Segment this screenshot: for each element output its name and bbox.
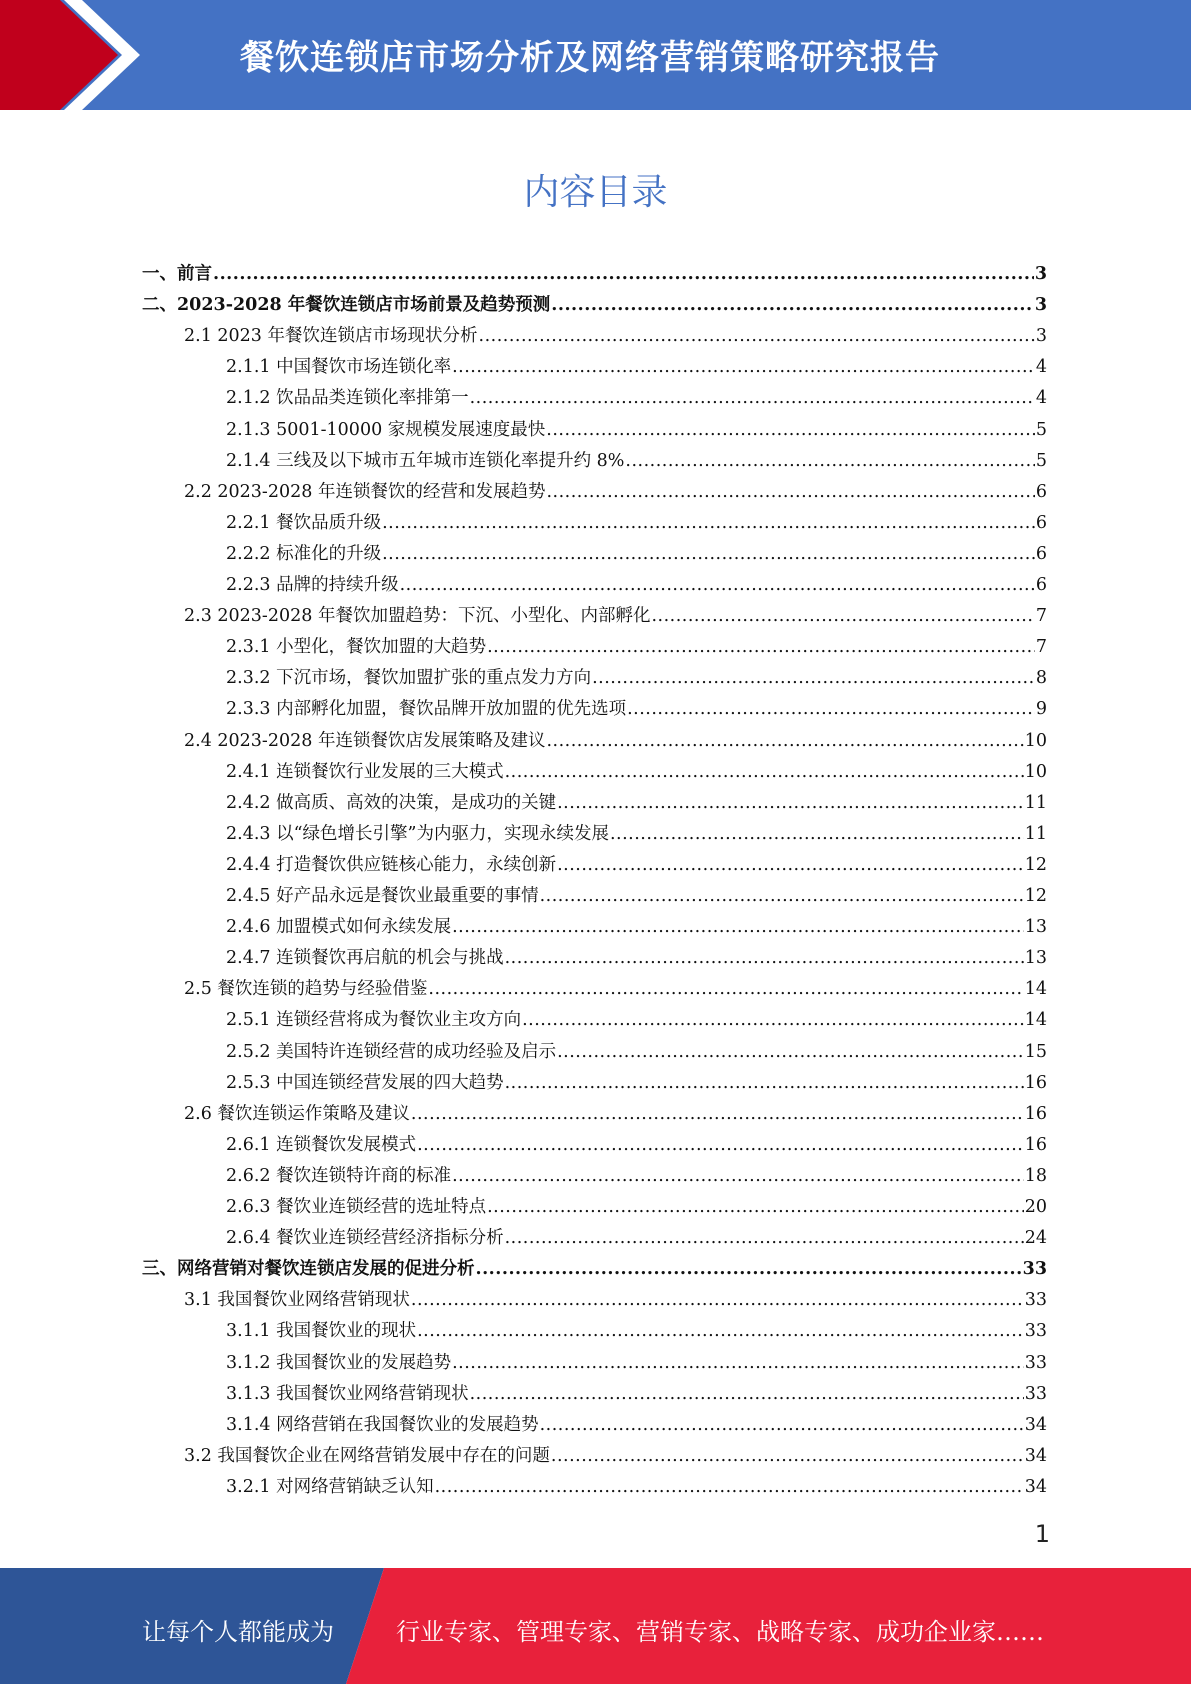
toc-entry-title: 一、前言 — [142, 264, 212, 284]
toc-dot-leader — [557, 854, 1024, 876]
toc-entry-page: 14 — [1024, 979, 1047, 1000]
toc-entry-page: 14 — [1024, 1010, 1047, 1031]
toc-entry[interactable] — [226, 627, 1047, 658]
toc-entry-page: 5 — [1035, 450, 1047, 471]
toc-entry-page: 16 — [1024, 1072, 1047, 1093]
toc-entry[interactable] — [226, 1156, 1047, 1187]
arrow-decoration-icon — [0, 0, 170, 110]
toc-entry[interactable] — [226, 1125, 1047, 1156]
toc-entry-title: 2.3 2023-2028 年餐饮加盟趋势：下沉、小型化、内部孵化 — [184, 606, 651, 627]
toc-dot-leader — [417, 1320, 1024, 1342]
toc-entry[interactable] — [226, 1218, 1047, 1249]
toc-dot-leader — [400, 574, 1035, 596]
toc-entry-title: 2.6.2 餐饮连锁特许商的标准 — [226, 1165, 452, 1186]
toc-dot-leader — [627, 698, 1035, 720]
toc-dot-leader — [625, 450, 1034, 472]
toc-entry-title: 2.1.2 饮品品类连锁化率排第一 — [226, 388, 469, 409]
toc-entry-title: 二、2023-2028 年餐饮连锁店市场前景及趋势预测 — [142, 295, 551, 316]
toc-entry-page: 4 — [1035, 357, 1047, 378]
toc-dot-leader — [505, 947, 1024, 969]
toc-dot-leader — [505, 1227, 1024, 1249]
toc-entry-page: 15 — [1024, 1041, 1047, 1062]
toc-entry-title: 2.6.4 餐饮业连锁经营经济指标分析 — [226, 1228, 504, 1249]
toc-entry-page: 11 — [1024, 792, 1047, 813]
toc-entry[interactable] — [226, 1311, 1047, 1342]
toc-dot-leader — [546, 730, 1023, 752]
toc-entry-title: 2.2.1 餐饮品质升级 — [226, 512, 382, 533]
toc-entry-page: 7 — [1035, 637, 1047, 658]
toc-entry-title: 2.2 2023-2028 年连锁餐饮的经营和发展趋势 — [184, 481, 546, 502]
toc-entry[interactable] — [226, 410, 1047, 441]
toc-entry-title: 3.1.2 我国餐饮业的发展趋势 — [226, 1352, 452, 1373]
toc-entry-title: 3.2.1 对网络营销缺乏认知 — [226, 1476, 434, 1497]
toc-entry-page: 33 — [1022, 1259, 1047, 1280]
toc-dot-leader — [382, 512, 1035, 534]
toc-entry[interactable] — [184, 472, 1047, 503]
toc-dot-leader — [213, 263, 1034, 285]
footer-slogan: 让每个人都能成为 — [142, 1618, 334, 1646]
toc-entry-title: 2.2.2 标准化的升级 — [226, 543, 382, 564]
toc-entry-title: 3.1 我国餐饮业网络营销现状 — [184, 1290, 410, 1311]
toc-entry[interactable] — [226, 441, 1047, 472]
toc-entry-title: 2.4.2 做高质、高效的决策，是成功的关键 — [226, 792, 557, 813]
toc-dot-leader — [592, 667, 1035, 689]
toc-entry-title: 2.4.7 连锁餐饮再启航的机会与挑战 — [226, 948, 504, 969]
toc-dot-leader — [546, 419, 1035, 441]
toc-entry-title: 2.3.3 内部孵化加盟，餐饮品牌开放加盟的优先选项 — [226, 699, 627, 720]
toc-dot-leader — [557, 1041, 1024, 1063]
toc-entry-title: 2.5.3 中国连锁经营发展的四大趋势 — [226, 1072, 504, 1093]
toc-entry-title: 3.2 我国餐饮企业在网络营销发展中存在的问题 — [184, 1445, 550, 1466]
toc-dot-leader — [452, 1352, 1024, 1374]
toc-entry-page: 7 — [1035, 606, 1047, 627]
toc-entry-page: 33 — [1024, 1290, 1047, 1311]
toc-entry-title: 2.6 餐饮连锁运作策略及建议 — [184, 1103, 410, 1124]
toc-dot-leader — [452, 356, 1035, 378]
toc-entry-page: 16 — [1024, 1134, 1047, 1155]
toc-dot-leader — [452, 1165, 1024, 1187]
toc-entry-title: 3.1.1 我国餐饮业的现状 — [226, 1321, 417, 1342]
toc-dot-leader — [382, 543, 1035, 565]
toc-dot-leader — [476, 1258, 1022, 1280]
toc-entry-title: 2.6.1 连锁餐饮发展模式 — [226, 1134, 417, 1155]
toc-entry-page: 13 — [1024, 917, 1047, 938]
toc-entry-page: 3 — [1035, 326, 1047, 347]
toc-dot-leader — [479, 325, 1035, 347]
toc-entry-page: 11 — [1024, 823, 1047, 844]
toc-entry[interactable] — [226, 814, 1047, 845]
toc-entry-page: 24 — [1024, 1228, 1047, 1249]
toc-entry[interactable] — [226, 1000, 1047, 1031]
toc-dot-leader — [540, 885, 1024, 907]
toc-entry-title: 2.4 2023-2028 年连锁餐饮店发展策略及建议 — [184, 730, 546, 751]
toc-entry[interactable] — [142, 285, 1047, 316]
toc-dot-leader — [551, 1445, 1024, 1467]
toc-entry[interactable] — [226, 565, 1047, 596]
toc-entry[interactable] — [226, 752, 1047, 783]
toc-dot-leader — [470, 387, 1035, 409]
toc-entry[interactable] — [184, 596, 1047, 627]
toc-entry[interactable] — [226, 1374, 1047, 1405]
toc-dot-leader — [428, 978, 1023, 1000]
toc-entry-page: 3 — [1034, 264, 1047, 284]
toc-dot-leader — [452, 916, 1024, 938]
toc-entry-title: 2.3.2 下沉市场，餐饮加盟扩张的重点发力方向 — [226, 668, 592, 689]
toc-heading: 内容目录 — [523, 172, 668, 213]
toc-entry[interactable] — [226, 1032, 1047, 1063]
toc-entry[interactable] — [142, 254, 1047, 285]
toc-entry[interactable] — [226, 1187, 1047, 1218]
toc-entry-title: 2.4.4 打造餐饮供应链核心能力，永续创新 — [226, 854, 557, 875]
toc-dot-leader — [487, 1196, 1024, 1218]
toc-entry-page: 9 — [1035, 699, 1047, 720]
toc-entry[interactable] — [184, 969, 1047, 1000]
footer-banner — [0, 1568, 1191, 1684]
toc-entry[interactable] — [184, 1280, 1047, 1311]
toc-entry[interactable] — [226, 783, 1047, 814]
toc-dot-leader — [557, 792, 1024, 814]
header-banner — [0, 0, 1191, 110]
toc-dot-leader — [470, 1383, 1024, 1405]
toc-entry[interactable] — [226, 1063, 1047, 1094]
toc-dot-leader — [610, 823, 1024, 845]
toc-entry-page: 33 — [1024, 1383, 1047, 1404]
toc-dot-leader — [540, 1414, 1024, 1436]
toc-entry-page: 34 — [1024, 1445, 1047, 1466]
toc-dot-leader — [435, 1476, 1024, 1498]
toc-entry-page: 6 — [1035, 575, 1047, 595]
toc-entry-page: 34 — [1024, 1476, 1047, 1497]
toc-entry-title: 3.1.3 我国餐饮业网络营销现状 — [226, 1383, 469, 1404]
toc-dot-leader — [411, 1103, 1024, 1125]
toc-entry-title: 2.4.3 以“绿色增长引擎”为内驱力，实现永续发展 — [226, 823, 609, 844]
toc-entry-page: 12 — [1024, 854, 1047, 875]
toc-entry-title: 2.1 2023 年餐饮连锁店市场现状分析 — [184, 326, 478, 347]
toc-entry-title: 2.4.5 好产品永远是餐饮业最重要的事情 — [226, 886, 539, 906]
toc-entry-page: 20 — [1024, 1197, 1047, 1217]
toc-entry[interactable] — [226, 1467, 1047, 1498]
toc-entry-title: 2.1.4 三线及以下城市五年城市连锁化率提升约 8% — [226, 450, 625, 471]
toc-entry[interactable] — [226, 689, 1047, 720]
toc-entry-page: 12 — [1024, 886, 1047, 906]
toc-entry[interactable] — [226, 907, 1047, 938]
toc-entry-title: 2.5.1 连锁经营将成为餐饮业主攻方向 — [226, 1010, 522, 1031]
toc-entry-title: 2.1.3 5001-10000 家规模发展速度最快 — [226, 419, 546, 440]
toc-entry-page: 3 — [1034, 295, 1047, 316]
toc-entry-page: 8 — [1035, 668, 1047, 689]
toc-entry[interactable] — [226, 347, 1047, 378]
toc-entry[interactable] — [184, 1094, 1047, 1125]
toc-entry-page: 18 — [1024, 1165, 1047, 1186]
toc-dot-leader — [522, 1009, 1024, 1031]
toc-entry[interactable] — [226, 1343, 1047, 1374]
toc-dot-leader — [487, 636, 1035, 658]
toc-entry-page: 10 — [1024, 761, 1047, 782]
toc-dot-leader — [505, 1072, 1024, 1094]
toc-entry[interactable] — [226, 503, 1047, 534]
report-title: 餐饮连锁店市场分析及网络营销策略研究报告 — [240, 38, 940, 78]
toc-dot-leader — [651, 605, 1034, 627]
toc-dot-leader — [551, 294, 1034, 316]
toc-entry-title: 3.1.4 网络营销在我国餐饮业的发展趋势 — [226, 1414, 539, 1435]
toc-entry[interactable] — [184, 316, 1047, 347]
toc-entry-page: 34 — [1024, 1414, 1047, 1435]
toc-entry[interactable] — [226, 938, 1047, 969]
toc-entry[interactable] — [142, 1249, 1047, 1280]
toc-dot-leader — [505, 761, 1024, 783]
toc-entry-title: 2.5 餐饮连锁的趋势与经验借鉴 — [184, 979, 428, 1000]
toc-entry-page: 33 — [1024, 1352, 1047, 1373]
toc-entry-page: 16 — [1024, 1103, 1047, 1124]
toc-entry-page: 10 — [1024, 730, 1047, 751]
toc-entry[interactable] — [226, 1405, 1047, 1436]
toc-entry[interactable] — [226, 845, 1047, 876]
toc-entry-page: 4 — [1035, 388, 1047, 409]
page-number: 1 — [1034, 1520, 1050, 1548]
toc-entry[interactable] — [226, 876, 1047, 907]
toc-entry[interactable] — [226, 534, 1047, 565]
toc-entry-page: 13 — [1024, 948, 1047, 969]
toc-entry-title: 2.2.3 品牌的持续升级 — [226, 575, 399, 595]
toc-entry-title: 2.4.6 加盟模式如何永续发展 — [226, 917, 452, 938]
toc-entry-page: 6 — [1035, 481, 1047, 502]
toc-entry-page: 6 — [1035, 543, 1047, 564]
toc-entry[interactable] — [226, 378, 1047, 409]
toc-dot-leader — [411, 1289, 1024, 1311]
toc-entry-title: 三、网络营销对餐饮连锁店发展的促进分析 — [142, 1259, 475, 1280]
toc-entry-title: 2.6.3 餐饮业连锁经营的选址特点 — [226, 1197, 487, 1217]
toc-entry-title: 2.1.1 中国餐饮市场连锁化率 — [226, 357, 452, 378]
toc-dot-leader — [546, 481, 1034, 503]
toc-entry[interactable] — [184, 721, 1047, 752]
toc-entry-title: 2.5.2 美国特许连锁经营的成功经验及启示 — [226, 1041, 557, 1062]
toc-entry-title: 2.3.1 小型化，餐饮加盟的大趋势 — [226, 637, 487, 658]
toc-entry-page: 33 — [1024, 1321, 1047, 1342]
footer-roles: 行业专家、管理专家、营销专家、战略专家、成功企业家…… — [396, 1618, 1044, 1646]
toc-dot-leader — [417, 1134, 1024, 1156]
toc-entry-page: 6 — [1035, 512, 1047, 533]
toc-entry-page: 5 — [1035, 419, 1047, 440]
toc-entry-title: 2.4.1 连锁餐饮行业发展的三大模式 — [226, 761, 504, 782]
toc-entry[interactable] — [226, 658, 1047, 689]
toc-entry[interactable] — [184, 1436, 1047, 1467]
